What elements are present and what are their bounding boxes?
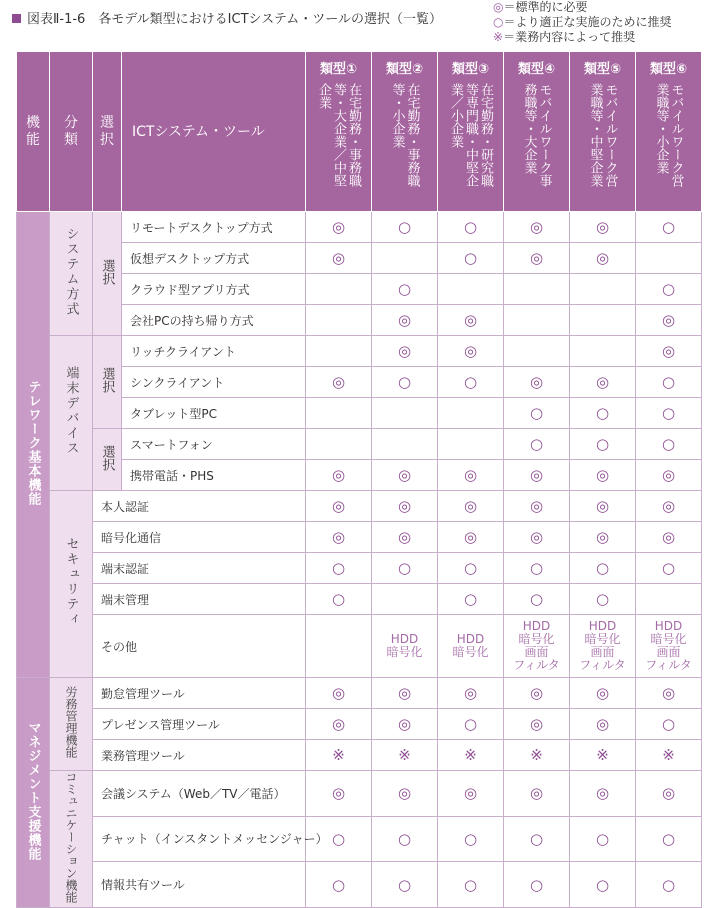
header-type-4: 類型④ モバイルワーク事務職等・大企業 (504, 52, 570, 212)
circle-icon: ○ (570, 816, 636, 862)
double-circle-icon: ◎ (504, 367, 570, 398)
circle-icon: ○ (372, 367, 438, 398)
double-circle-icon: ◎ (306, 522, 372, 553)
ict-tools-table (16, 51, 702, 908)
selection-label: 選択 (93, 429, 122, 491)
empty-cell (570, 274, 636, 305)
note-cell: HDD 暗号化 (438, 615, 504, 678)
double-circle-icon: ◎ (306, 709, 372, 740)
circle-icon: ○ (372, 212, 438, 243)
double-circle-icon: ◎ (306, 771, 372, 817)
circle-icon: ○ (504, 553, 570, 584)
circle-icon: ○ (438, 243, 504, 274)
reference-mark-icon: ※ (306, 740, 372, 771)
empty-cell (570, 305, 636, 336)
circle-icon: ○ (306, 584, 372, 615)
double-circle-icon: ◎ (372, 305, 438, 336)
header-type-5: 類型⑤ モバイルワーク営業職等・中堅企業 (570, 52, 636, 212)
category-system: システム方式 (50, 212, 93, 336)
table-row (17, 615, 702, 678)
circle-icon: ○ (438, 553, 504, 584)
tool-name: 携帯電話・PHS (122, 460, 306, 491)
reference-mark-icon: ※ (570, 740, 636, 771)
double-circle-icon: ◎ (636, 305, 702, 336)
circle-icon: ○ (438, 862, 504, 908)
table-row (17, 709, 702, 740)
double-circle-icon: ◎ (504, 491, 570, 522)
tool-name: 本人認証 (93, 491, 306, 522)
circle-icon: ○ (306, 862, 372, 908)
double-circle-icon: ◎ (372, 522, 438, 553)
circle-icon: ○ (570, 398, 636, 429)
empty-cell (306, 615, 372, 678)
circle-icon: ○ (636, 398, 702, 429)
circle-icon: ○ (372, 553, 438, 584)
circle-icon: ○ (372, 862, 438, 908)
empty-cell (438, 274, 504, 305)
selection-label: 選択 (93, 212, 122, 336)
tool-name: チャット（インスタントメッセンジャー） (93, 816, 306, 862)
double-circle-icon: ◎ (372, 460, 438, 491)
empty-cell (504, 305, 570, 336)
double-circle-icon: ◎ (438, 678, 504, 709)
reference-mark-icon: ※ (493, 30, 504, 44)
double-circle-icon: ◎ (372, 709, 438, 740)
double-circle-icon: ◎ (504, 709, 570, 740)
double-circle-icon: ◎ (306, 491, 372, 522)
circle-icon: ○ (504, 398, 570, 429)
table-row (17, 336, 702, 367)
circle-icon: ○ (493, 15, 504, 29)
header-category: 分類 (50, 52, 93, 212)
double-circle-icon: ◎ (636, 771, 702, 817)
empty-cell (306, 336, 372, 367)
double-circle-icon: ◎ (438, 771, 504, 817)
title-square-icon (12, 14, 21, 23)
tool-name: 会議システム（Web／TV／電話） (93, 771, 306, 817)
double-circle-icon: ◎ (372, 336, 438, 367)
circle-icon: ○ (570, 862, 636, 908)
empty-cell (372, 584, 438, 615)
double-circle-icon: ◎ (570, 212, 636, 243)
double-circle-icon: ◎ (372, 771, 438, 817)
reference-mark-icon: ※ (504, 740, 570, 771)
circle-icon: ○ (570, 553, 636, 584)
header-type-3: 類型③ 在宅勤務・研究職等専門職・中堅企業／小企業 (438, 52, 504, 212)
tool-name: 情報共有ツール (93, 862, 306, 908)
double-circle-icon: ◎ (438, 491, 504, 522)
circle-icon: ○ (306, 816, 372, 862)
header-type-2: 類型② 在宅勤務・事務職等・小企業 (372, 52, 438, 212)
legend (493, 0, 672, 45)
empty-cell (504, 336, 570, 367)
empty-cell (306, 305, 372, 336)
double-circle-icon: ◎ (306, 367, 372, 398)
empty-cell (372, 398, 438, 429)
tool-name: リモートデスクトップ方式 (122, 212, 306, 243)
legend-item: ○＝より適正な実施のために推奨 (493, 15, 672, 29)
category-security: セキュリティ (50, 491, 93, 678)
note-cell: HDD 暗号化 画面 フィルタ (636, 615, 702, 678)
circle-icon: ○ (636, 212, 702, 243)
double-circle-icon: ◎ (504, 243, 570, 274)
circle-icon: ○ (438, 709, 504, 740)
double-circle-icon: ◎ (438, 460, 504, 491)
circle-icon: ○ (504, 429, 570, 460)
empty-cell (504, 274, 570, 305)
empty-cell (306, 274, 372, 305)
category-device: 端末デバイス (50, 336, 93, 491)
empty-cell (636, 584, 702, 615)
double-circle-icon: ◎ (372, 491, 438, 522)
reference-mark-icon: ※ (438, 740, 504, 771)
double-circle-icon: ◎ (570, 460, 636, 491)
double-circle-icon: ◎ (504, 212, 570, 243)
tool-name: プレゼンス管理ツール (93, 709, 306, 740)
tool-name: その他 (93, 615, 306, 678)
circle-icon: ○ (438, 212, 504, 243)
double-circle-icon: ◎ (636, 460, 702, 491)
table-row (17, 553, 702, 584)
table-row (17, 816, 702, 862)
double-circle-icon: ◎ (306, 678, 372, 709)
double-circle-icon: ◎ (570, 678, 636, 709)
reference-mark-icon: ※ (636, 740, 702, 771)
table-row (17, 771, 702, 817)
double-circle-icon: ◎ (636, 522, 702, 553)
header-tool: ICTシステム・ツール (122, 52, 306, 212)
circle-icon: ○ (570, 429, 636, 460)
double-circle-icon: ◎ (636, 491, 702, 522)
circle-icon: ○ (372, 816, 438, 862)
empty-cell (636, 243, 702, 274)
double-circle-icon: ◎ (438, 522, 504, 553)
note-cell: HDD 暗号化 (372, 615, 438, 678)
header-type-1: 類型① 在宅勤務・事務職等・大企業／中堅企業 (306, 52, 372, 212)
header-row (17, 52, 702, 212)
category-communication: コミュニケーション機能 (50, 771, 93, 908)
circle-icon: ○ (636, 367, 702, 398)
double-circle-icon: ◎ (570, 491, 636, 522)
note-cell: HDD 暗号化 画面 フィルタ (504, 615, 570, 678)
empty-cell (306, 429, 372, 460)
double-circle-icon: ◎ (438, 305, 504, 336)
empty-cell (438, 398, 504, 429)
tool-name: 端末管理 (93, 584, 306, 615)
tool-name: 会社PCの持ち帰り方式 (122, 305, 306, 336)
circle-icon: ○ (438, 816, 504, 862)
double-circle-icon: ◎ (372, 678, 438, 709)
circle-icon: ○ (504, 862, 570, 908)
function-management: マネジメント支援機能 (17, 678, 50, 908)
table-row (17, 740, 702, 771)
circle-icon: ○ (636, 709, 702, 740)
figure-title-text: 図表Ⅱ-1-6 各モデル類型におけるICTシステム・ツールの選択（一覧） (27, 12, 442, 27)
double-circle-icon: ◎ (504, 678, 570, 709)
circle-icon: ○ (504, 584, 570, 615)
tool-name: タブレット型PC (122, 398, 306, 429)
double-circle-icon: ◎ (570, 771, 636, 817)
selection-label: 選択 (93, 336, 122, 429)
double-circle-icon: ◎ (306, 212, 372, 243)
tool-name: スマートフォン (122, 429, 306, 460)
circle-icon: ○ (636, 862, 702, 908)
header-function: 機能 (17, 52, 50, 212)
circle-icon: ○ (504, 816, 570, 862)
header-selection: 選択 (93, 52, 122, 212)
double-circle-icon: ◎ (504, 771, 570, 817)
circle-icon: ○ (570, 584, 636, 615)
empty-cell (372, 243, 438, 274)
double-circle-icon: ◎ (306, 243, 372, 274)
empty-cell (570, 336, 636, 367)
double-circle-icon: ◎ (493, 0, 504, 14)
circle-icon: ○ (636, 816, 702, 862)
circle-icon: ○ (636, 553, 702, 584)
circle-icon: ○ (438, 584, 504, 615)
tool-name: 仮想デスクトップ方式 (122, 243, 306, 274)
tool-name: 勤怠管理ツール (93, 678, 306, 709)
tool-name: クラウド型アプリ方式 (122, 274, 306, 305)
empty-cell (438, 429, 504, 460)
empty-cell (306, 398, 372, 429)
circle-icon: ○ (636, 274, 702, 305)
table-row (17, 678, 702, 709)
circle-icon: ○ (438, 367, 504, 398)
double-circle-icon: ◎ (438, 336, 504, 367)
tool-name: シンクライアント (122, 367, 306, 398)
empty-cell (372, 429, 438, 460)
double-circle-icon: ◎ (570, 243, 636, 274)
category-labor: 労務管理機能 (50, 678, 93, 771)
circle-icon: ○ (306, 553, 372, 584)
circle-icon: ○ (636, 429, 702, 460)
double-circle-icon: ◎ (306, 460, 372, 491)
double-circle-icon: ◎ (636, 678, 702, 709)
table-row (17, 212, 702, 243)
double-circle-icon: ◎ (570, 367, 636, 398)
tool-name: 業務管理ツール (93, 740, 306, 771)
legend-item: ◎＝標準的に必要 (493, 0, 588, 14)
function-telework: テレワーク基本機能 (17, 212, 50, 678)
tool-name: 端末認証 (93, 553, 306, 584)
double-circle-icon: ◎ (504, 460, 570, 491)
circle-icon: ○ (372, 274, 438, 305)
figure-title (12, 8, 442, 27)
double-circle-icon: ◎ (570, 709, 636, 740)
table-row (17, 862, 702, 908)
reference-mark-icon: ※ (372, 740, 438, 771)
legend-item: ※＝業務内容によって推奨 (493, 30, 636, 44)
table-row (17, 491, 702, 522)
table-row (17, 584, 702, 615)
table-row (17, 429, 702, 460)
header-type-6: 類型⑥ モバイルワーク営業職等・小企業 (636, 52, 702, 212)
table-row (17, 522, 702, 553)
double-circle-icon: ◎ (570, 522, 636, 553)
tool-name: 暗号化通信 (93, 522, 306, 553)
double-circle-icon: ◎ (504, 522, 570, 553)
double-circle-icon: ◎ (636, 336, 702, 367)
tool-name: リッチクライアント (122, 336, 306, 367)
note-cell: HDD 暗号化 画面 フィルタ (570, 615, 636, 678)
